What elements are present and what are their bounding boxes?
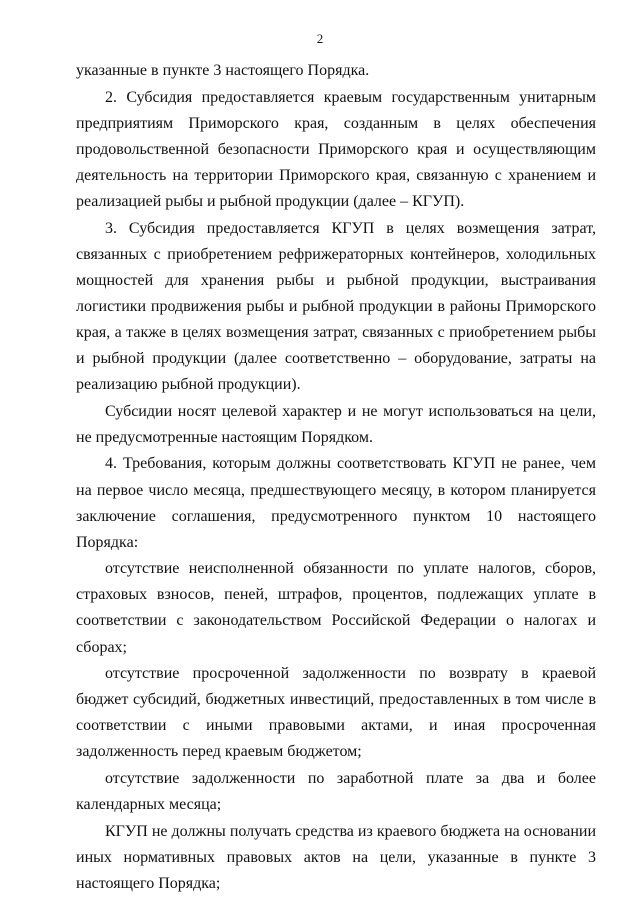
page-number: 2 — [316, 31, 324, 46]
paragraph-item-2: 2. Субсидия предоставляется краевым государственным унитарным предприятиям Приморского края, созданным в целях обеспечения продовольственной безопасности Приморского края и осуществляющим деятельность на территории Приморского края, связанную с хранением и реализацией рыбы и рыбной продукции (далее – КГУП). — [76, 88, 596, 210]
paragraph-requirement-taxes: отсутствие неисполненной обязанности по уплате налогов, сборов, страховых взносов, пеней, штрафов, процентов, подлежащих уплате в соответствии с законодательством Российской Федерации о налогах и сборах; — [76, 560, 596, 656]
paragraph-item-3: 3. Субсидия предоставляется КГУП в целях возмещения затрат, связанных с приобретением рефрижераторных контейнеров, холодильных мощностей для хранения рыбы и рыбной продукции, выстраивания логистики продвижения рыбы и рыбной продукции в районы Приморского края, а также в целях возмещения затрат, связанных с приобретением рыбы и рыбной продукции (далее соответственно – оборудование, затраты на реализацию рыбной продукции). — [76, 219, 596, 394]
paragraph-requirement-budget-debt: отсутствие просроченной задолженности по возврату в краевой бюджет субсидий, бюджетных инвестиций, предоставленных в том числе в соответствии с иными правовыми актами, и иная просроченная задолженность перед краевым бюджетом; — [76, 665, 596, 761]
document-body — [76, 58, 596, 897]
paragraph-subsidy-purpose: Субсидии носят целевой характер и не могут использоваться на цели, не предусмотренные настоящим Порядком. — [76, 402, 596, 446]
paragraph-item-4: 4. Требования, которым должны соответствовать КГУП не ранее, чем на первое число месяца, предшествующего месяцу, в котором планируется заключение соглашения, предусмотренного пунктом 10 настоящего Порядка: — [76, 455, 596, 551]
paragraph-requirement-other-funds: КГУП не должны получать средства из краевого бюджета на основании иных нормативных правовых актов на цели, указанные в пункте 3 настоящего Порядка; — [76, 822, 596, 892]
paragraph-requirement-wages: отсутствие задолженности по заработной плате за два и более календарных месяца; — [76, 770, 596, 814]
paragraph-continuation: указанные в пункте 3 настоящего Порядка. — [76, 62, 370, 79]
